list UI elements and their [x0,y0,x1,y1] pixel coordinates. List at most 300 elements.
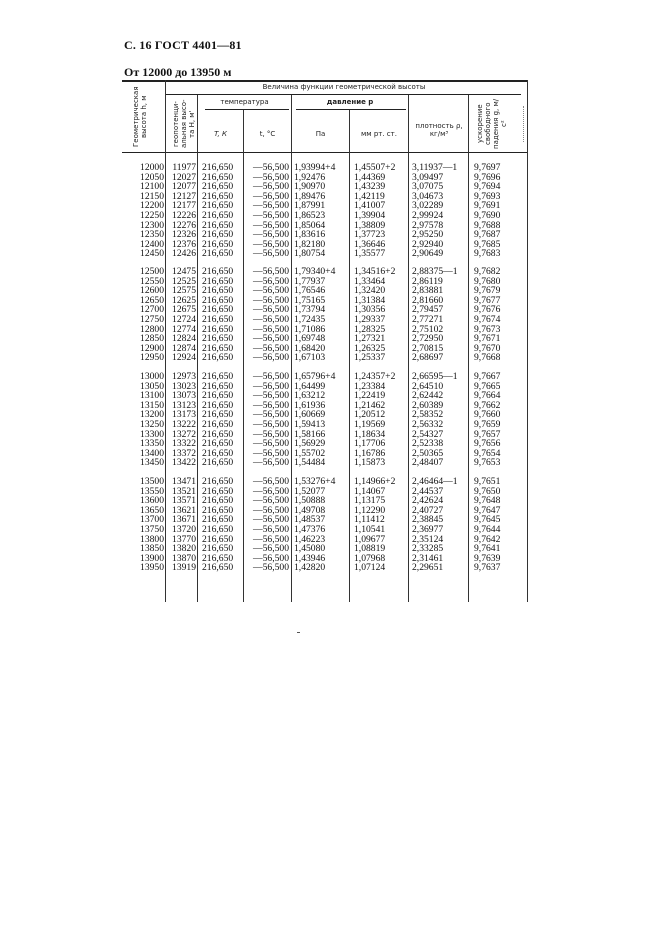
cell-geometric-height: 13000 [140,371,164,382]
cell-temp-k: 216,650 [202,419,234,430]
cell-pressure-pa: 1,56929 [294,438,326,450]
cell-temp-k: 216,650 [202,266,234,277]
cell-geopotential-height: 12376 [172,238,196,250]
cell-gravity: 9,7682 [474,266,501,277]
cell-pressure-pa: 1,52077 [294,485,326,497]
cell-gravity: 9,7660 [474,409,501,421]
cell-gravity: 9,7680 [474,275,501,287]
cell-density: 2,86119 [412,275,443,287]
cell-temp-c: —56,500 [253,219,289,231]
cell-pressure-pa: 1,61936 [294,399,326,411]
cell-temp-c: —56,500 [253,200,289,212]
cell-density: 2,44537 [412,485,444,497]
cell-gravity: 9,7690 [474,210,501,221]
cell-temp-k: 216,650 [202,304,234,316]
cell-density: 3,02289 [412,200,444,212]
cell-geopotential-height: 12774 [172,323,196,335]
cell-geopotential-height: 12177 [172,200,196,212]
cell-density: 2,72950 [412,333,444,345]
cell-temp-c: —56,500 [253,533,289,545]
cell-pressure-pa: 1,79340+4 [294,266,336,277]
table-row [122,249,528,259]
cell-pressure-mmhg: 1,39904 [354,210,386,221]
cell-pressure-pa: 1,47376 [294,524,326,535]
cell-temp-c: —56,500 [253,190,289,202]
cell-geometric-height: 12100 [140,181,164,193]
cell-temp-k: 216,650 [202,275,234,287]
cell-temp-c: —56,500 [253,495,289,507]
cell-temp-c: —56,500 [253,390,289,402]
cell-gravity: 9,7691 [474,200,501,212]
cell-temp-c: —56,500 [253,447,289,459]
cell-gravity: 9,7665 [474,380,501,392]
cell-pressure-pa: 1,58166 [294,428,326,440]
cell-pressure-mmhg: 1,27321 [354,333,386,345]
cell-geopotential-height: 13222 [172,419,196,430]
cell-geopotential-height: 13820 [172,543,196,555]
header-pressure-pa: Па [315,130,326,138]
cell-pressure-mmhg: 1,45507+2 [354,162,396,173]
cell-pressure-pa: 1,87991 [294,200,326,212]
cell-temp-c: —56,500 [253,524,289,535]
cell-geopotential-height: 13173 [172,409,196,421]
cell-pressure-pa: 1,83616 [294,229,326,241]
cell-geopotential-height: 12226 [172,210,196,221]
cell-geopotential-height: 12027 [172,171,196,183]
cell-pressure-pa: 1,59413 [294,419,326,430]
cell-geopotential-height: 13073 [172,390,196,402]
header-temp-k: T, К [214,130,227,138]
cell-geopotential-height: 11977 [172,162,196,173]
cell-temp-k: 216,650 [202,476,234,487]
cell-pressure-mmhg: 1,36646 [354,238,386,250]
cell-temp-k: 216,650 [202,285,234,297]
cell-gravity: 9,7659 [474,419,501,430]
cell-pressure-mmhg: 1,28325 [354,323,386,335]
header-geopotential-height: геопотенци-альная высо-та H, м' [172,99,196,149]
cell-geometric-height: 12850 [140,333,164,345]
cell-temp-c: —56,500 [253,485,289,497]
cell-gravity: 9,7637 [474,562,501,574]
header-pressure-mmhg: мм рт. ст. [361,130,397,138]
cell-temp-c: —56,500 [253,457,289,469]
cell-density: 2,33285 [412,543,444,555]
cell-geometric-height: 13950 [140,562,164,574]
cell-geometric-height: 12150 [140,190,164,202]
cell-temp-c: —56,500 [253,266,289,277]
cell-temp-c: —56,500 [253,352,289,364]
cell-temp-k: 216,650 [202,409,234,421]
cell-pressure-mmhg: 1,38809 [354,219,386,231]
cell-pressure-pa: 1,82180 [294,238,326,250]
cell-pressure-mmhg: 1,07968 [354,552,386,564]
cell-temp-k: 216,650 [202,190,234,202]
pressure-underline [296,109,406,110]
cell-geopotential-height: 12525 [172,275,196,287]
cell-geometric-height: 13500 [140,476,164,487]
cell-density: 2,29651 [412,562,444,574]
cell-temp-c: —56,500 [253,314,289,325]
cell-geometric-height: 13100 [140,390,164,402]
cell-pressure-mmhg: 1,10541 [354,524,386,535]
cell-pressure-mmhg: 1,22419 [354,390,386,402]
cell-geopotential-height: 12724 [172,314,196,325]
header-gravity: ускорение свободного падения g, м/с² [476,98,508,150]
cell-density: 2,35124 [412,533,444,545]
cell-gravity: 9,7656 [474,438,501,450]
cell-pressure-pa: 1,67103 [294,352,326,364]
cell-temp-c: —56,500 [253,476,289,487]
cell-density: 2,70815 [412,342,444,354]
cell-gravity: 9,7671 [474,333,501,345]
cell-pressure-pa: 1,86523 [294,210,326,221]
cell-temp-c: —56,500 [253,229,289,241]
cell-temp-k: 216,650 [202,294,234,306]
cell-pressure-mmhg: 1,33464 [354,275,386,287]
cell-gravity: 9,7697 [474,162,501,173]
cell-geometric-height: 12950 [140,352,164,364]
cell-geopotential-height: 12276 [172,219,196,231]
cell-pressure-mmhg: 1,20512 [354,409,386,421]
cell-geopotential-height: 13919 [172,562,196,574]
cell-geometric-height: 13450 [140,457,164,469]
cell-pressure-pa: 1,54484 [294,457,326,469]
cell-pressure-mmhg: 1,43239 [354,181,386,193]
cell-geometric-height: 13550 [140,485,164,497]
cell-temp-k: 216,650 [202,390,234,402]
cell-geopotential-height: 12575 [172,285,196,297]
cell-geometric-height: 12550 [140,275,164,287]
cell-temp-k: 216,650 [202,162,234,173]
cell-density: 2,95250 [412,229,444,241]
cell-geometric-height: 13650 [140,504,164,516]
cell-temp-c: —56,500 [253,285,289,297]
cell-geopotential-height: 12077 [172,181,196,193]
cell-geopotential-height: 13870 [172,552,196,564]
cell-geopotential-height: 13023 [172,380,196,392]
cell-geopotential-height: 13720 [172,524,196,535]
cell-pressure-pa: 1,49708 [294,504,326,516]
cell-pressure-pa: 1,77937 [294,275,326,287]
cell-temp-c: —56,500 [253,419,289,430]
cell-temp-k: 216,650 [202,380,234,392]
cell-temp-c: —56,500 [253,162,289,173]
cell-pressure-mmhg: 1,09677 [354,533,386,545]
cell-geopotential-height: 13521 [172,485,196,497]
cell-geopotential-height: 13372 [172,447,196,459]
cell-density: 2,77271 [412,314,444,325]
cell-pressure-mmhg: 1,24357+2 [354,371,396,382]
cell-gravity: 9,7664 [474,390,501,402]
cell-temp-k: 216,650 [202,504,234,516]
cell-geopotential-height: 12475 [172,266,196,277]
cell-density: 2,46464—1 [412,476,458,487]
cell-pressure-mmhg: 1,12290 [354,504,386,516]
cell-gravity: 9,7667 [474,371,501,382]
page-header: С. 16 ГОСТ 4401—81 [124,38,242,52]
cell-temp-k: 216,650 [202,210,234,221]
cell-density: 2,99924 [412,210,444,221]
margin-dots [523,106,525,142]
cell-density: 2,40727 [412,504,444,516]
cell-pressure-mmhg: 1,35577 [354,248,386,260]
cell-pressure-pa: 1,50888 [294,495,326,507]
table-top-border [122,80,528,82]
header-density: плотность ρ, кг/м³ [415,122,463,138]
cell-geopotential-height: 12874 [172,342,196,354]
cell-geopotential-height: 12824 [172,333,196,345]
cell-density: 3,09497 [412,171,444,183]
cell-geometric-height: 12350 [140,229,164,241]
cell-density: 2,83881 [412,285,444,297]
cell-geometric-height: 13050 [140,380,164,392]
cell-pressure-pa: 1,55702 [294,447,326,459]
cell-geometric-height: 12000 [140,162,164,173]
cell-temp-k: 216,650 [202,514,234,526]
cell-temp-c: —56,500 [253,552,289,564]
cell-density: 2,79457 [412,304,444,316]
cell-pressure-pa: 1,63212 [294,390,326,402]
cell-temp-k: 216,650 [202,323,234,335]
cell-geometric-height: 12800 [140,323,164,335]
cell-temp-k: 216,650 [202,457,234,469]
cell-gravity: 9,7662 [474,399,501,411]
cell-temp-k: 216,650 [202,238,234,250]
cell-temp-k: 216,650 [202,333,234,345]
cell-geometric-height: 13400 [140,447,164,459]
cell-density: 2,81660 [412,294,444,306]
cell-pressure-mmhg: 1,19569 [354,419,386,430]
cell-temp-c: —56,500 [253,504,289,516]
cell-temp-c: —56,500 [253,562,289,574]
table-row [122,458,528,468]
cell-gravity: 9,7657 [474,428,501,440]
cell-pressure-mmhg: 1,16786 [354,447,386,459]
cell-gravity: 9,7642 [474,533,501,545]
cell-pressure-mmhg: 1,23384 [354,380,386,392]
cell-geopotential-height: 13571 [172,495,196,507]
cell-geometric-height: 13800 [140,533,164,545]
cell-geometric-height: 12750 [140,314,164,325]
cell-pressure-mmhg: 1,37723 [354,229,386,241]
cell-temp-c: —56,500 [253,438,289,450]
cell-temp-c: —56,500 [253,380,289,392]
cell-pressure-mmhg: 1,26325 [354,342,386,354]
cell-density: 2,56332 [412,419,444,430]
header-geometric-height: Геометрическая высота h, м [132,86,148,148]
cell-gravity: 9,7670 [474,342,501,354]
cell-pressure-mmhg: 1,18634 [354,428,386,440]
cell-pressure-mmhg: 1,08819 [354,543,386,555]
cell-gravity: 9,7679 [474,285,501,297]
cell-temp-k: 216,650 [202,314,234,325]
cell-density: 2,68697 [412,352,444,364]
cell-gravity: 9,7650 [474,485,501,497]
cell-geopotential-height: 12127 [172,190,196,202]
cell-pressure-mmhg: 1,42119 [354,190,385,202]
cell-temp-k: 216,650 [202,533,234,545]
cell-gravity: 9,7647 [474,504,501,516]
cell-temp-k: 216,650 [202,524,234,535]
cell-pressure-mmhg: 1,14966+2 [354,476,396,487]
cell-geopotential-height: 13422 [172,457,196,469]
cell-pressure-mmhg: 1,21462 [354,399,386,411]
cell-density: 3,11937—1 [412,162,458,173]
cell-pressure-pa: 1,89476 [294,190,326,202]
cell-geometric-height: 13600 [140,495,164,507]
cell-pressure-mmhg: 1,44369 [354,171,386,183]
cell-temp-k: 216,650 [202,371,234,382]
cell-temp-k: 216,650 [202,399,234,411]
cell-temp-c: —56,500 [253,409,289,421]
cell-pressure-pa: 1,45080 [294,543,326,555]
cell-temp-c: —56,500 [253,399,289,411]
cell-pressure-mmhg: 1,30356 [354,304,386,316]
cell-gravity: 9,7694 [474,181,501,193]
cell-density: 2,48407 [412,457,444,469]
cell-density: 2,60389 [412,399,444,411]
cell-temp-k: 216,650 [202,342,234,354]
cell-geometric-height: 12250 [140,210,164,221]
cell-geometric-height: 12050 [140,171,164,183]
cell-geometric-height: 12400 [140,238,164,250]
cell-density: 2,58352 [412,409,444,421]
cell-density: 2,97578 [412,219,444,231]
cell-temp-k: 216,650 [202,352,234,364]
cell-geometric-height: 13150 [140,399,164,411]
cell-geopotential-height: 13621 [172,504,196,516]
cell-pressure-mmhg: 1,29337 [354,314,386,325]
cell-pressure-pa: 1,71086 [294,323,326,335]
cell-temp-c: —56,500 [253,342,289,354]
cell-geopotential-height: 13471 [172,476,196,487]
cell-geopotential-height: 12924 [172,352,196,364]
cell-gravity: 9,7654 [474,447,501,459]
cell-temp-k: 216,650 [202,485,234,497]
cell-pressure-mmhg: 1,13175 [354,495,386,507]
cell-gravity: 9,7676 [474,304,501,316]
cell-geopotential-height: 13123 [172,399,196,411]
cell-temp-k: 216,650 [202,447,234,459]
cell-pressure-mmhg: 1,14067 [354,485,386,497]
cell-temp-c: —56,500 [253,248,289,260]
cell-geopotential-height: 12426 [172,248,196,260]
cell-pressure-pa: 1,73794 [294,304,326,316]
cell-gravity: 9,7644 [474,524,501,535]
cell-gravity: 9,7648 [474,495,501,507]
cell-geopotential-height: 12625 [172,294,196,306]
cell-density: 2,36977 [412,524,444,535]
cell-geometric-height: 13700 [140,514,164,526]
cell-temp-k: 216,650 [202,562,234,574]
page-mark [297,632,300,633]
cell-pressure-pa: 1,69748 [294,333,326,345]
cell-geometric-height: 12600 [140,285,164,297]
cell-gravity: 9,7674 [474,314,501,325]
cell-temp-k: 216,650 [202,181,234,193]
cell-density: 2,54327 [412,428,444,440]
cell-temp-k: 216,650 [202,552,234,564]
cell-pressure-pa: 1,64499 [294,380,326,392]
cell-geopotential-height: 12326 [172,229,196,241]
cell-geometric-height: 13350 [140,438,164,450]
cell-pressure-pa: 1,42820 [294,562,326,574]
cell-temp-c: —56,500 [253,210,289,221]
cell-pressure-mmhg: 1,15873 [354,457,386,469]
cell-gravity: 9,7673 [474,323,501,335]
temperature-underline [205,109,289,110]
cell-geopotential-height: 12973 [172,371,196,382]
cell-temp-c: —56,500 [253,171,289,183]
cell-pressure-pa: 1,60669 [294,409,326,421]
cell-gravity: 9,7685 [474,238,501,250]
cell-density: 3,07075 [412,181,444,193]
cell-gravity: 9,7687 [474,229,501,241]
cell-pressure-pa: 1,93994+4 [294,162,336,173]
cell-density: 2,88375—1 [412,266,458,277]
cell-geometric-height: 12450 [140,248,164,260]
cell-temp-c: —56,500 [253,294,289,306]
cell-pressure-mmhg: 1,07124 [354,562,386,574]
header-pressure: давление p [326,98,374,106]
cell-geopotential-height: 13322 [172,438,196,450]
cell-pressure-mmhg: 1,17706 [354,438,386,450]
cell-geometric-height: 13250 [140,419,164,430]
cell-density: 2,38845 [412,514,444,526]
cell-temp-k: 216,650 [202,543,234,555]
cell-gravity: 9,7645 [474,514,501,526]
cell-gravity: 9,7639 [474,552,501,564]
cell-geometric-height: 13200 [140,409,164,421]
cell-pressure-pa: 1,46223 [294,533,326,545]
cell-pressure-pa: 1,92476 [294,171,326,183]
atmosphere-table [122,80,528,602]
cell-geometric-height: 12650 [140,294,164,306]
cell-pressure-mmhg: 1,25337 [354,352,386,364]
header-temperature: температура [220,98,269,106]
cell-temp-k: 216,650 [202,428,234,440]
cell-geometric-height: 12300 [140,219,164,231]
cell-gravity: 9,7641 [474,543,501,555]
cell-geometric-height: 13850 [140,543,164,555]
cell-geopotential-height: 12675 [172,304,196,316]
cell-density: 2,75102 [412,323,444,335]
cell-temp-k: 216,650 [202,171,234,183]
cell-temp-c: —56,500 [253,514,289,526]
cell-pressure-pa: 1,76546 [294,285,326,297]
cell-geometric-height: 12900 [140,342,164,354]
cell-gravity: 9,7651 [474,476,501,487]
table-row [122,353,528,363]
cell-temp-c: —56,500 [253,275,289,287]
cell-gravity: 9,7683 [474,248,501,260]
cell-temp-c: —56,500 [253,323,289,335]
cell-density: 2,52338 [412,438,444,450]
cell-density: 2,90649 [412,248,444,260]
cell-geometric-height: 13750 [140,524,164,535]
cell-temp-c: —56,500 [253,543,289,555]
cell-geometric-height: 12500 [140,266,164,277]
cell-temp-c: —56,500 [253,428,289,440]
cell-gravity: 9,7693 [474,190,501,202]
cell-temp-c: —56,500 [253,304,289,316]
cell-density: 2,50365 [412,447,444,459]
cell-temp-c: —56,500 [253,238,289,250]
cell-density: 2,62442 [412,390,444,402]
cell-temp-c: —56,500 [253,181,289,193]
cell-density: 2,64510 [412,380,444,392]
header-temp-c: t, °С [259,130,276,138]
